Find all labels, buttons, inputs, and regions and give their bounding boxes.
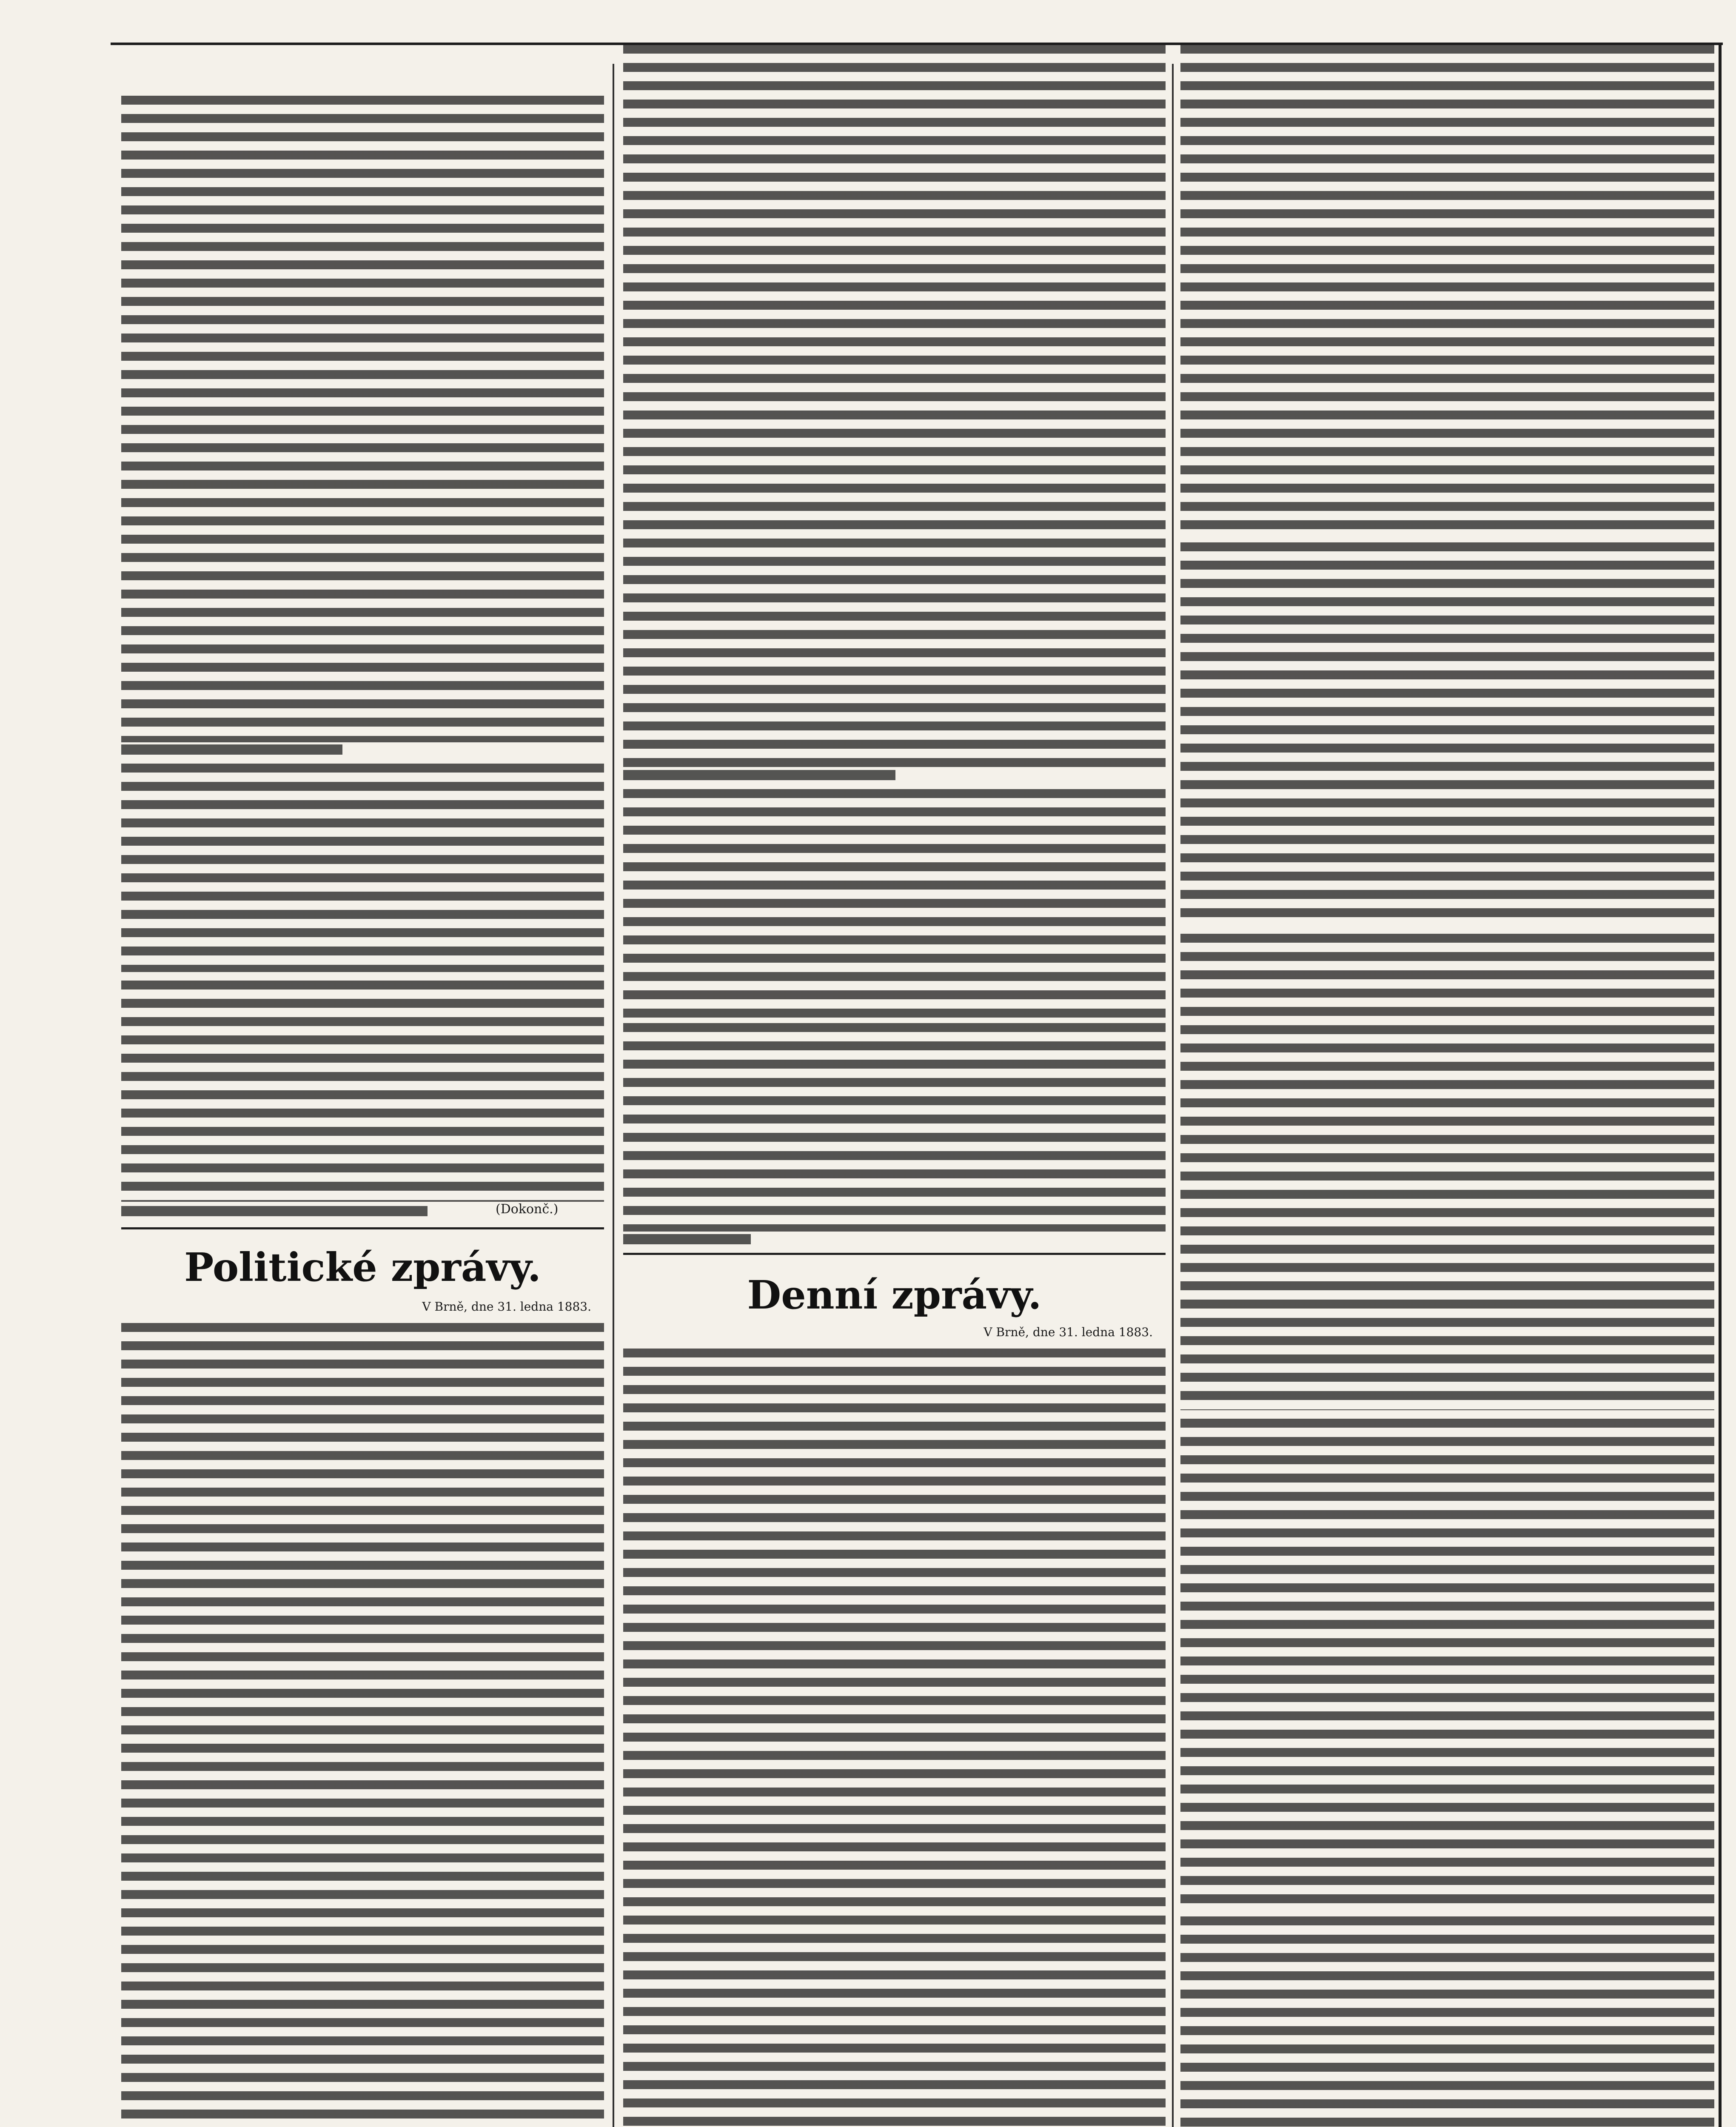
middle-paragraph-end-2 <box>623 1234 751 1244</box>
section-separator-rule <box>121 1227 604 1229</box>
column-rule-2 <box>1172 64 1174 2127</box>
middle-paragraph-end <box>623 770 895 780</box>
left-paragraph-end-2 <box>121 1206 428 1216</box>
right-body-text-e <box>1180 1916 1714 2127</box>
political-news-body-text <box>121 1323 604 2127</box>
right-body-text-a <box>1180 45 1714 534</box>
right-body-text-c <box>1180 934 1714 1410</box>
right-body-text-b <box>1180 542 1714 925</box>
daily-news-dateline: V Brně, dne 31. ledna 1883. <box>983 1325 1153 1339</box>
daily-news-heading: Denní zprávy. <box>747 1272 1042 1318</box>
left-body-text-top <box>121 96 604 742</box>
middle-body-text-top <box>623 45 1166 768</box>
left-column <box>121 96 604 2127</box>
right-column <box>1180 45 1714 2127</box>
middle-body-text-mid <box>623 789 1166 1019</box>
left-paragraph-end <box>121 744 342 755</box>
middle-section-separator-rule <box>623 1253 1166 1255</box>
political-news-dateline: V Brně, dne 31. ledna 1883. <box>422 1300 591 1314</box>
column-rule-1 <box>613 64 614 2127</box>
left-body-text-lower <box>121 981 604 1202</box>
middle-body-text-lower <box>623 1023 1166 1232</box>
right-body-text-d <box>1180 1419 1714 1908</box>
continued-marker: (Dokonč.) <box>496 1202 559 1217</box>
left-body-text-mid <box>121 764 604 972</box>
daily-news-body-text <box>623 1349 1166 2127</box>
middle-column <box>623 45 1166 2127</box>
political-news-heading: Politické zprávy. <box>184 1244 541 1290</box>
right-border-rule <box>1719 43 1722 2127</box>
